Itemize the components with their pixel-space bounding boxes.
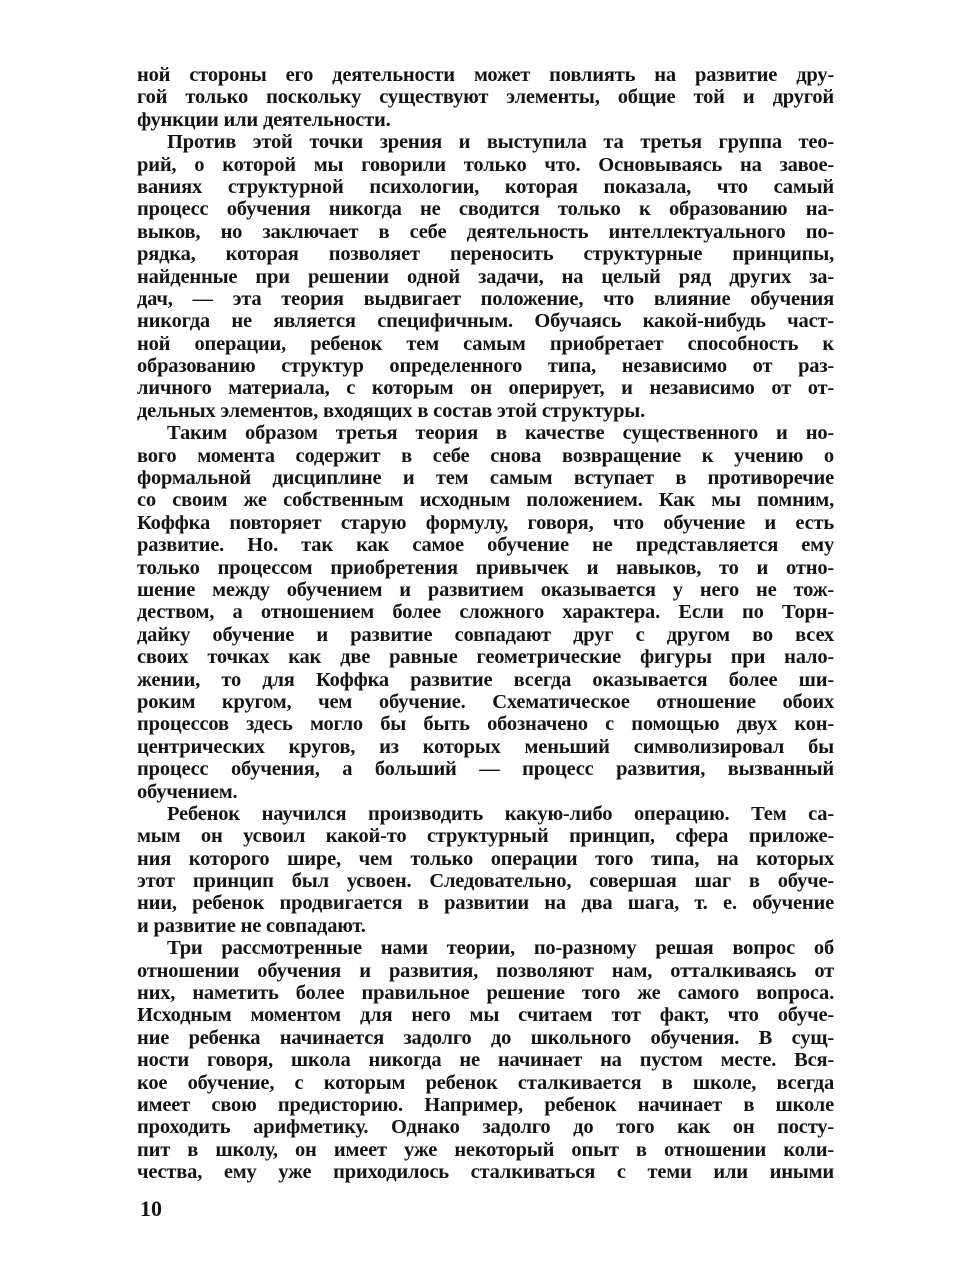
text-line: отношении обучения и развития, позволяют нам, отталкиваясь от	[137, 959, 834, 982]
text-line: деством, а отношением более сложного характера. Если по Торн-	[137, 601, 834, 624]
paragraph	[137, 937, 834, 1183]
page-number: 10	[140, 1196, 162, 1221]
paragraph	[137, 64, 834, 131]
text-line: Три рассмотренные нами теории, по-разному решая вопрос об	[167, 937, 834, 960]
text-line: ния которого шире, чем только операции того типа, на которых	[137, 847, 834, 870]
text-line: дач, — эта теория выдвигает положение, что влияние обучения	[137, 287, 834, 310]
text-line: образованию структур определенного типа, независимо от раз-	[137, 355, 834, 378]
text-line: выков, но заключает в себе деятельность интеллектуального по-	[137, 220, 834, 243]
text-line: со своим же собственным исходным положением. Как мы помним,	[137, 489, 834, 512]
text-line: обучением.	[137, 780, 238, 803]
text-line: шение между обучением и развитием оказывается у него не тож-	[137, 578, 834, 601]
text-line: чества, ему уже приходилось сталкиваться с теми или иными	[137, 1161, 834, 1184]
text-line: ваниях структурной психологии, которая показала, что самый	[137, 175, 834, 198]
text-line: найденные при решении одной задачи, на целый ряд других за-	[137, 265, 834, 288]
text-line: формальной дисциплине и тем самым вступает в противоречие	[137, 467, 834, 490]
text-line: никогда не является специфичным. Обучаясь какой-нибудь част-	[137, 310, 834, 333]
text-line: личного материала, с которым он оперирует, и независимо от от-	[137, 377, 834, 400]
paragraph	[137, 131, 834, 422]
text-line: нии, ребенок продвигается в развитии на два шага, т. е. обучение	[137, 892, 834, 915]
text-line: рядка, которая позволяет переносить структурные принципы,	[137, 243, 834, 266]
text-line: ние ребенка начинается задолго до школьного обучения. В сущ-	[137, 1026, 834, 1049]
text-line: своих точках как две равные геометрические фигуры при нало-	[137, 646, 834, 669]
text-line: процессов здесь могло бы быть обозначено с помощью двух кон-	[137, 713, 834, 736]
text-line: них, наметить более правильное решение того же самого вопроса.	[137, 982, 834, 1005]
text-line: мым он усвоил какой-то структурный принцип, сфера приложе-	[137, 825, 834, 848]
text-line: Исходным моментом для него мы считаем тот факт, что обуче-	[137, 1004, 834, 1027]
text-line: процесс обучения, а больший — процесс развития, вызванный	[137, 758, 834, 781]
text-line: роким кругом, чем обучение. Схематическое отношение обоих	[137, 690, 834, 713]
text-line: дайку обучение и развитие совпадают друг с другом во всех	[137, 623, 834, 646]
text-line: Коффка повторяет старую формулу, говоря, что обучение и есть	[137, 511, 834, 534]
text-line: жении, то для Коффка развитие всегда оказывается более ши-	[137, 668, 834, 691]
text-line: Против этой точки зрения и выступила та третья группа тео-	[167, 131, 834, 154]
text-line: центрических кругов, из которых меньший символизировал бы	[137, 735, 834, 758]
text-line: и развитие не совпадают.	[137, 914, 366, 937]
text-line: этот принцип был усвоен. Следовательно, совершая шаг в обуче-	[137, 870, 834, 893]
text-line: имеет свою предисторию. Например, ребенок начинает в школе	[137, 1093, 834, 1116]
paragraph	[137, 803, 834, 937]
text-line: пит в школу, он имеет уже некоторый опыт в отношении коли-	[137, 1138, 834, 1161]
text-line: ности говоря, школа никогда не начинает на пустом месте. Вся-	[137, 1049, 834, 1072]
text-line: ной стороны его деятельности может повлиять на развитие дру-	[137, 64, 834, 86]
text-line: ной операции, ребенок тем самым приобретает способность к	[137, 332, 834, 355]
text-line: дельных элементов, входящих в состав этой структуры.	[137, 399, 646, 422]
text-line: функции или деятельности.	[137, 108, 391, 131]
text-line: вого момента содержит в себе снова возвращение к учению о	[137, 444, 834, 467]
text-line: гой только поскольку существуют элементы, общие той и другой	[137, 86, 834, 109]
text-line: Ребенок научился производить какую-либо операцию. Тем са-	[167, 802, 834, 825]
text-line: рий, о которой мы говорили только что. Основываясь на завое-	[137, 153, 834, 176]
text-line: проходить арифметику. Однако задолго до того как он посту-	[137, 1116, 834, 1139]
paragraph	[137, 422, 834, 803]
page-body-text	[137, 64, 834, 1184]
text-line: развитие. Но. так как самое обучение не представляется ему	[137, 534, 834, 557]
text-line: только процессом приобретения привычек и навыков, то и отно-	[137, 556, 834, 579]
text-line: процесс обучения никогда не сводится только к образованию на-	[137, 198, 834, 221]
text-line: кое обучение, с которым ребенок сталкивается в школе, всегда	[137, 1071, 834, 1094]
text-line: Таким образом третья теория в качестве существенного и но-	[167, 422, 834, 445]
